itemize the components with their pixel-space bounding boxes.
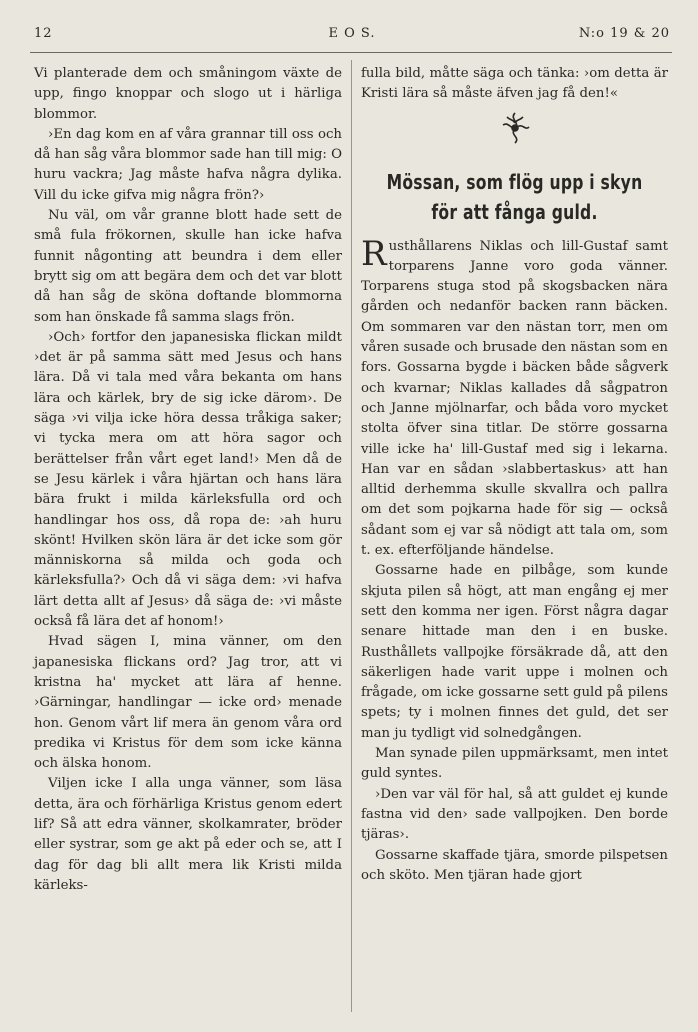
page-header bbox=[34, 26, 670, 46]
paragraph: ›Och› fortfor den japanesiska flickan mildt ›det är på samma sätt med Jesus och hans lära. Då vi tala med våra bekanta om hans lära och kärlek, bry de sig icke därom›. De säga ›vi vilja icke höra dessa tråkiga saker; vi tycka mera om att höra sagor och berättelser från vårt eget land!› Men då de se Jesu kärlek i våra hjärtan och hans lära bära frukt i milda kärleksfulla ord och handlingar hos oss, då ropa de: ›ah huru skönt! Hvilken skön lära är det icke som gör människorna så milda och goda och kärleksfulla?› Och då vi säga dem: ›vi hafva lärt detta allt af Jesus› då säga de: ›vi måste också få lära det af honom!› bbox=[34, 329, 342, 630]
issue-number: N:o 19 & 20 bbox=[578, 26, 670, 41]
paragraph bbox=[361, 233, 668, 562]
paragraph: Viljen icke I alla unga vänner, som läsa detta, ära och förhärliga Kristus genom edert lif? Så att edra vänner, skolkamrater, bröder eller systrar, som ge akt på eder och se, att I dag för dag bli allt mera lik Kristi milda kärleks- bbox=[34, 776, 342, 893]
article-headline: Mössan, som flög upp i skyn för att fånga guld. bbox=[386, 169, 643, 224]
paragraph: Hvad sägen I, mina vänner, om den japanesiska flickans ord? Jag tror, att vi kristna ha' mycket att lära af henne. ›Gärningar, handlingar — icke ord› menade hon. Genom vårt lif mera än genom våra ord predika vi Kristus för dem som icke känna och älska honom. bbox=[34, 634, 342, 772]
paragraph: Nu väl, om vår granne blott hade sett de små fula frökornen, skulle han icke hafva funnit någonting att beundra i dem eller brytt sig om att begära dem och det var blott då han såg de sköna doftande blommorna som han önskade få samma slags frön. bbox=[34, 208, 342, 325]
journal-title: E O S. bbox=[328, 26, 376, 41]
column-divider bbox=[351, 60, 352, 1012]
paragraph: ›En dag kom en af våra grannar till oss och då han såg våra blommor sade han till mig: O huru vackra; Jag måste hafva några dylika. Vill du icke gifva mig några frön?› bbox=[34, 126, 342, 203]
paragraph-text: usthållarens Niklas och lill-Gustaf samt torparens Janne voro goda vänner. Torparens stuga stod på skogsbacken nära gården och nedanför backen rann bäcken. Om sommaren var den nästan torr, men om våren susade och brusade den nästan som en fors. Gossarna bygde i bäcken både sågverk och kvarnar; Niklas kallades då sågpatron och Janne mjölnarfar, och båda voro mycket stolta öfver sina titlar. De större gossarna ville icke ha' lill-Gustaf med sig i lekarna. Han var en sådan ›slabbertaskus› att han alltid derhemma skulle skvallra och pallra om det som pojkarna hade för sig — också sådant som ej var så nödigt att tala om, som t. ex. efterföljande händelse. bbox=[361, 238, 668, 559]
flourish-ornament-icon bbox=[361, 107, 668, 161]
paragraph: ›Den var väl för hal, så att guldet ej kunde fastna vid den› sade vallpojken. Den borde tjäras›. bbox=[361, 786, 668, 843]
paragraph: Gossarne skaffade tjära, smorde pilspetsen och sköto. Men tjäran hade gjort bbox=[361, 847, 668, 883]
page-number: 12 bbox=[34, 26, 53, 41]
paragraph: Man synade pilen uppmärksamt, men intet guld syntes. bbox=[361, 746, 668, 782]
drop-cap: R bbox=[361, 233, 387, 274]
paragraph: Gossarne hade en pilbåge, som kunde skjuta pilen så högt, att man engång ej mer sett den komma ner igen. Först några dagar senare hittade man den i en buske. Rusthållets vallpojke försäkrade då, att den säkerligen hade varit uppe i molnen och frågade, om icke gossarne sett guld på pilens spets; ty i molnen finnes det guld, det ser man ju tydligt vid solnedgången. bbox=[361, 563, 668, 741]
header-rule bbox=[30, 52, 672, 53]
paragraph: Vi planterade dem och småningom växte de upp, fingo knoppar och slogo ut i härliga blommor. bbox=[34, 66, 342, 122]
right-column bbox=[361, 64, 668, 886]
paragraph-continuation: fulla bild, måtte säga och tänka: ›om detta är Kristi lära så måste äfven jag få den!« bbox=[361, 66, 668, 102]
left-column bbox=[34, 64, 342, 896]
